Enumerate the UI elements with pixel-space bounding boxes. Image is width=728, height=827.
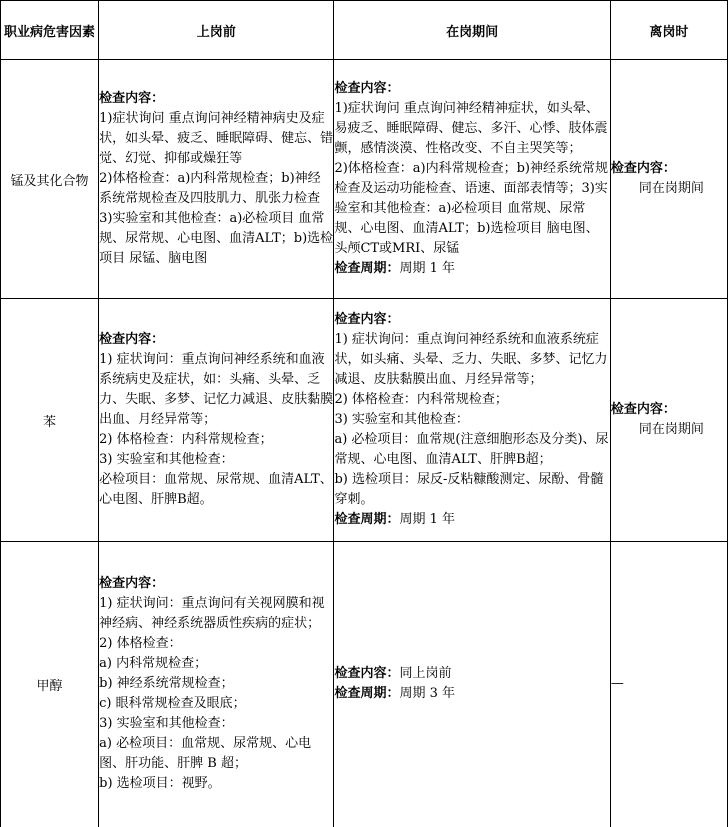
off-cell xyxy=(610,60,727,299)
period-label: 检查周期： xyxy=(334,512,400,527)
pre-line: b) 神经系统常规检查； xyxy=(99,676,234,692)
pre-line: 2) 体格检查：内科常规检查； xyxy=(99,432,273,447)
pre-label: 检查内容： xyxy=(99,576,165,592)
pre-line: 2)体格检查：a)内科常规检查；b)神经系统常规检查及四肢肌力、肌张力检查 xyxy=(99,171,321,206)
pre-line: 3) 实验室和其他检查： xyxy=(99,716,234,732)
pre-line: a) 内科常规检查； xyxy=(99,656,208,672)
on-line: 2) 体格检查：内科常规检查； xyxy=(334,392,508,407)
pre-line: 1) 症状询问：重点询问神经系统和血液系统病史及症状，如：头痛、头晕、乏力、失眠、多梦、记忆力减退、皮肤黏膜出血、月经异常等； xyxy=(99,352,334,427)
period-value: 周期 3 年 xyxy=(399,686,455,702)
period-label: 检查周期： xyxy=(334,261,400,276)
on-cell xyxy=(334,60,610,299)
factor-cell: 锰及其化合物 xyxy=(1,60,99,299)
header-pre: 上岗前 xyxy=(99,1,334,60)
pre-line: a) 必检项目：血常规、尿常规、心电图、肝功能、肝脾 B 超； xyxy=(99,736,312,772)
off-value: 同在岗期间 xyxy=(638,422,704,437)
pre-line: b) 选检项目：视野。 xyxy=(99,776,221,792)
off-cell xyxy=(610,299,727,542)
header-row xyxy=(1,1,728,60)
on-line: b) 选检项目：尿反-反粘糠酸测定、尿酚、骨髓穿刺。 xyxy=(334,472,604,507)
pre-line: 3) 实验室和其他检查： xyxy=(99,452,234,467)
pre-line: 必检项目：血常规、尿常规、血清ALT、心电图、肝脾B超。 xyxy=(99,472,333,507)
on-line: 2)体格检查：a)内科常规检查；b)神经系统常规检查及运动功能检查、语速、面部表情等；3)实验室和其他检查：a)必检项目 血常规、尿常规、心电图、血清ALT；b)选检项目 脑电图、头颅CT或MRI、尿锰 xyxy=(334,161,608,256)
off-label: 检查内容： xyxy=(610,161,676,176)
on-line: 3) 实验室和其他检查： xyxy=(334,412,469,427)
off-cell xyxy=(610,542,727,827)
on-line: a) 必检项目：血常规(注意细胞形态及分类)、尿常规、心电图、血清ALT、肝脾B超； xyxy=(334,432,609,467)
pre-label: 检查内容： xyxy=(99,91,165,106)
table-row xyxy=(1,542,728,827)
on-period xyxy=(334,259,609,279)
off-value: — xyxy=(610,676,624,692)
content-value: 同上岗前 xyxy=(399,666,452,682)
off-label: 检查内容： xyxy=(610,402,676,417)
factor-cell: 苯 xyxy=(1,299,99,542)
on-content xyxy=(334,664,609,684)
period-value: 周期 1 年 xyxy=(399,512,455,527)
pre-line: c) 眼科常规检查及眼底； xyxy=(99,696,246,712)
off-value: 同在岗期间 xyxy=(638,181,704,196)
period-label: 检查周期： xyxy=(334,686,400,702)
factor-cell: 甲醇 xyxy=(1,542,99,827)
content-label: 检查内容： xyxy=(334,666,400,682)
pre-cell xyxy=(99,542,334,827)
on-label: 检查内容： xyxy=(334,312,400,327)
period-value: 周期 1 年 xyxy=(399,261,455,276)
header-off: 离岗时 xyxy=(610,1,727,60)
on-period xyxy=(334,684,609,704)
header-factor: 职业病危害因素 xyxy=(1,1,99,60)
table-row xyxy=(1,60,728,299)
pre-cell xyxy=(99,299,334,542)
pre-line: 1)症状询问 重点询问神经精神病史及症状，如头晕、疲乏、睡眠障碍、健忘、错觉、幻觉、抑郁或燥狂等 xyxy=(99,111,334,166)
on-period xyxy=(334,510,609,530)
on-line: 1)症状询问 重点询问神经精神症状，如头晕、易疲乏、睡眠障碍、健忘、多汗、心悸、肢体震颤，感情淡漠、性格改变、不自主哭笑等； xyxy=(334,101,608,156)
header-on: 在岗期间 xyxy=(334,1,610,60)
on-line: 1) 症状询问：重点询问神经系统和血液系统症状，如头痛、头晕、乏力、失眠、多梦、记忆力减退、皮肤黏膜出血、月经异常等； xyxy=(334,332,608,387)
pre-line: 3)实验室和其他检查：a)必检项目 血常规、尿常规、心电图、血清ALT；b)选检项目 尿锰、脑电图 xyxy=(99,211,334,266)
pre-label: 检查内容： xyxy=(99,332,165,347)
pre-cell xyxy=(99,60,334,299)
table-row xyxy=(1,299,728,542)
pre-line: 2) 体格检查： xyxy=(99,636,182,652)
on-cell xyxy=(334,299,610,542)
on-label: 检查内容： xyxy=(334,81,400,96)
pre-line: 1) 症状询问：重点询问有关视网膜和视神经病、神经系统器质性疾病的症状； xyxy=(99,596,325,632)
on-cell xyxy=(334,542,610,827)
